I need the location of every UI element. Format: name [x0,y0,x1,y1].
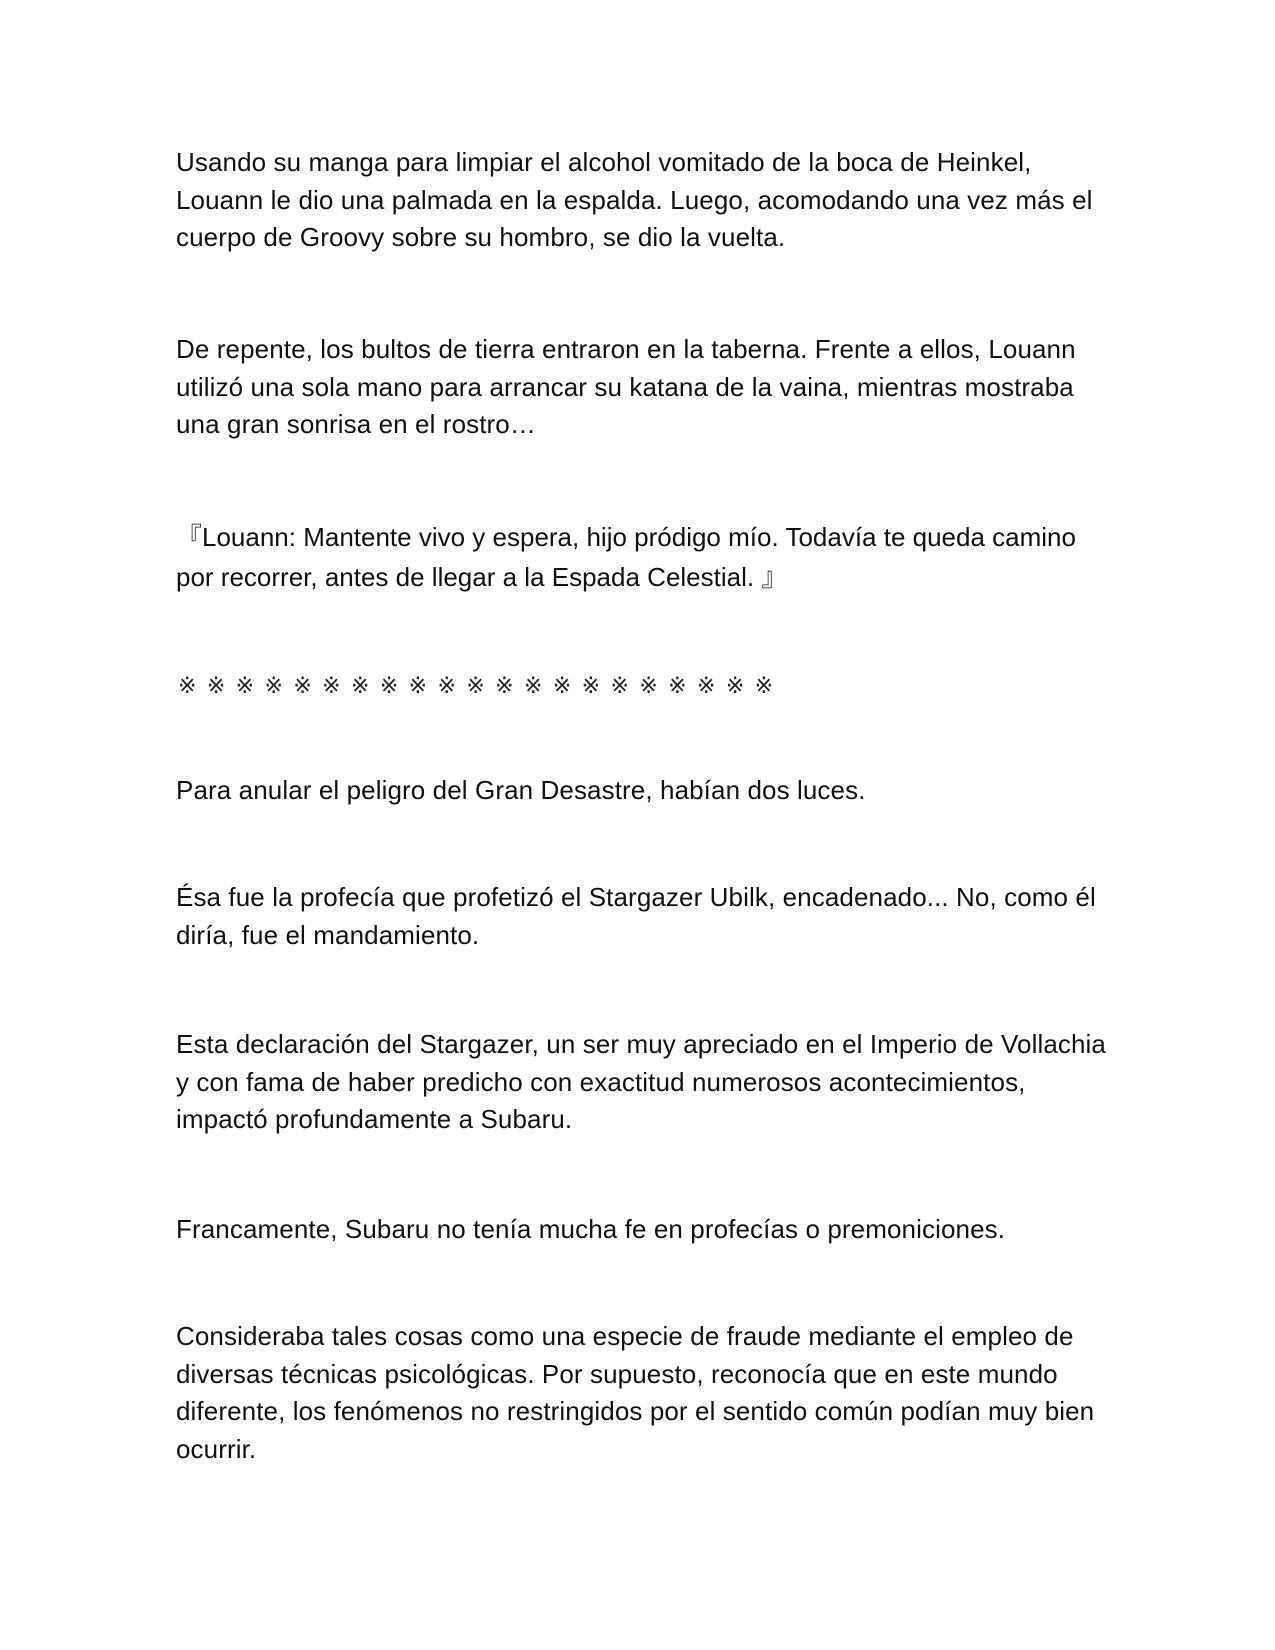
paragraph-1: Usando su manga para limpiar el alcohol vomitado de la boca de Heinkel, Louann le dio una palmada en la espalda. Luego, acomodando una vez más el cuerpo de Groovy sobre su hombro, se dio la vuelta. [176,147,1093,252]
paragraph-2: De repente, los bultos de tierra entraron en la taberna. Frente a ellos, Louann utilizó una sola mano para arrancar su katana de la vaina, mientras mostraba una gran sonrisa en el rostro… [176,334,1076,439]
dialogue-quote: 『Louann: Mantente vivo y espera, hijo pródigo mío. Todavía te queda camino por recorrer, antes de llegar a la Espada Celestial. 』 [176,522,1076,592]
scene-separator: ※※※※※※※※※※※※※※※※※※※※※ [178,674,784,699]
paragraph-7: Consideraba tales cosas como una especie de fraude mediante el empleo de diversas técnicas psicológicas. Por supuesto, reconocía que en este mundo diferente, los fenómenos no restringidos por el sentido común podían muy bien ocurrir. [176,1321,1095,1464]
paragraph-3: Para anular el peligro del Gran Desastre, habían dos luces. [176,775,866,805]
paragraph-5: Esta declaración del Stargazer, un ser muy apreciado en el Imperio de Vollachia y con fama de haber predicho con exactitud numerosos acontecimientos, impactó profundamente a Subaru. [176,1029,1106,1134]
paragraph-6: Francamente, Subaru no tenía mucha fe en profecías o premoniciones. [176,1214,1006,1244]
paragraph-4: Ésa fue la profecía que profetizó el Stargazer Ubilk, encadenado... No, como él diría, fue el mandamiento. [176,882,1096,950]
